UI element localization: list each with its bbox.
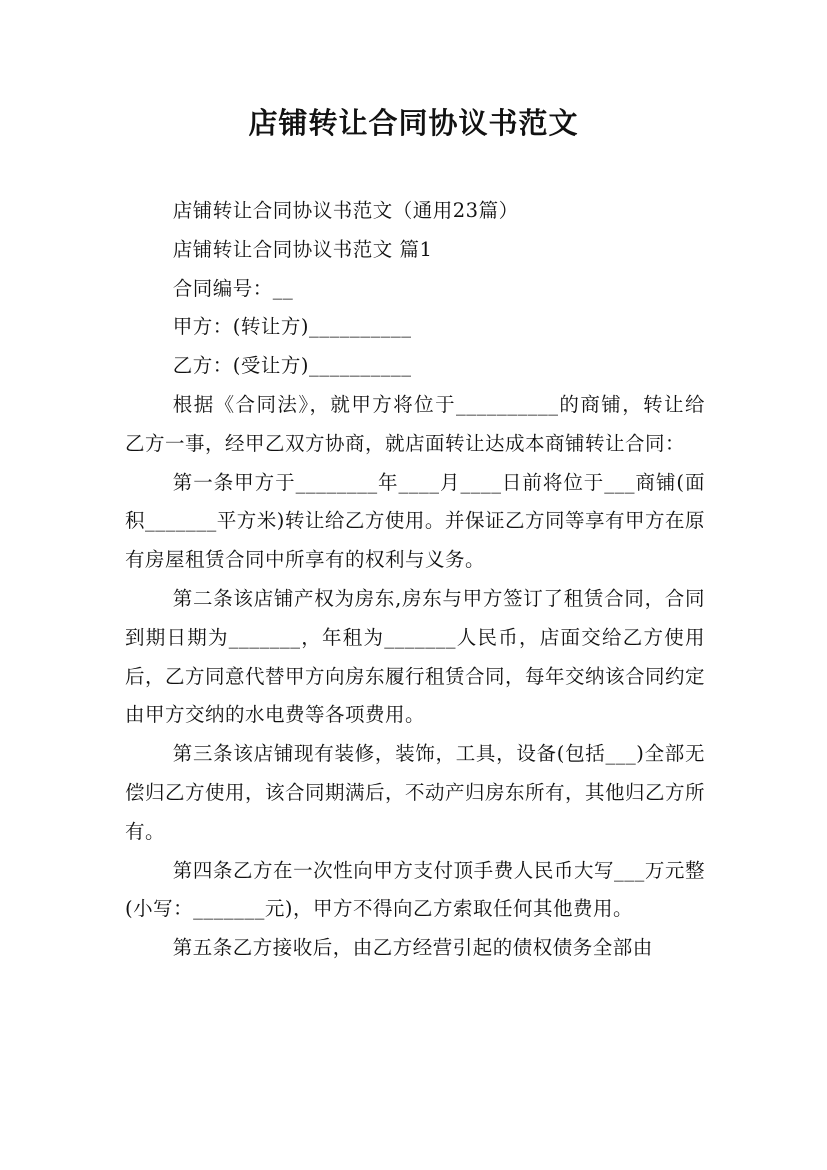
paragraph-article-2: 第二条该店铺产权为房东,房东与甲方签订了租赁合同，合同到期日期为_______，年租为_______人民币，店面交给乙方使用后，乙方同意代替甲方向房东履行租赁合同，每年交纳该合同约定由甲方交纳的水电费等各项费用。 bbox=[125, 586, 706, 727]
paragraph-preamble: 根据《合同法》，就甲方将位于__________的商铺，转让给乙方一事，经甲乙双方协商，就店面转让达成本商铺转让合同： bbox=[125, 392, 705, 455]
paragraph-article-1: 第一条甲方于________年____月____日前将位于___商铺(面积_______平方米)转让给乙方使用。并保证乙方同等享有甲方在原有房屋租赁合同中所享有的权利与义务。 bbox=[125, 470, 705, 572]
paragraph-article-3: 第三条该店铺现有装修，装饰，工具，设备(包括___)全部无偿归乙方使用，该合同期满后，不动产归房东所有，其他归乙方所有。 bbox=[125, 742, 706, 843]
document-title: 店铺转让合同协议书范文 bbox=[248, 106, 579, 140]
paragraph-article-5: 第五条乙方接收后，由乙方经营引起的债权债务全部由 bbox=[172, 936, 653, 960]
paragraph-article-4: 第四条乙方在一次性向甲方支付顶手费人民币大写___万元整(小写：_______元)，甲方不得向乙方索取任何其他费用。 bbox=[125, 858, 705, 921]
paragraph-subtitle: 店铺转让合同协议书范文（通用23篇） bbox=[172, 199, 519, 222]
paragraph-contract-number: 合同编号：__ bbox=[172, 276, 294, 300]
paragraph-party-b: 乙方：(受让方)__________ bbox=[172, 354, 412, 378]
document-body bbox=[125, 192, 705, 968]
paragraph-section-heading: 店铺转让合同协议书范文 篇1 bbox=[172, 237, 433, 261]
paragraph-party-a: 甲方：(转让方)__________ bbox=[172, 315, 412, 339]
